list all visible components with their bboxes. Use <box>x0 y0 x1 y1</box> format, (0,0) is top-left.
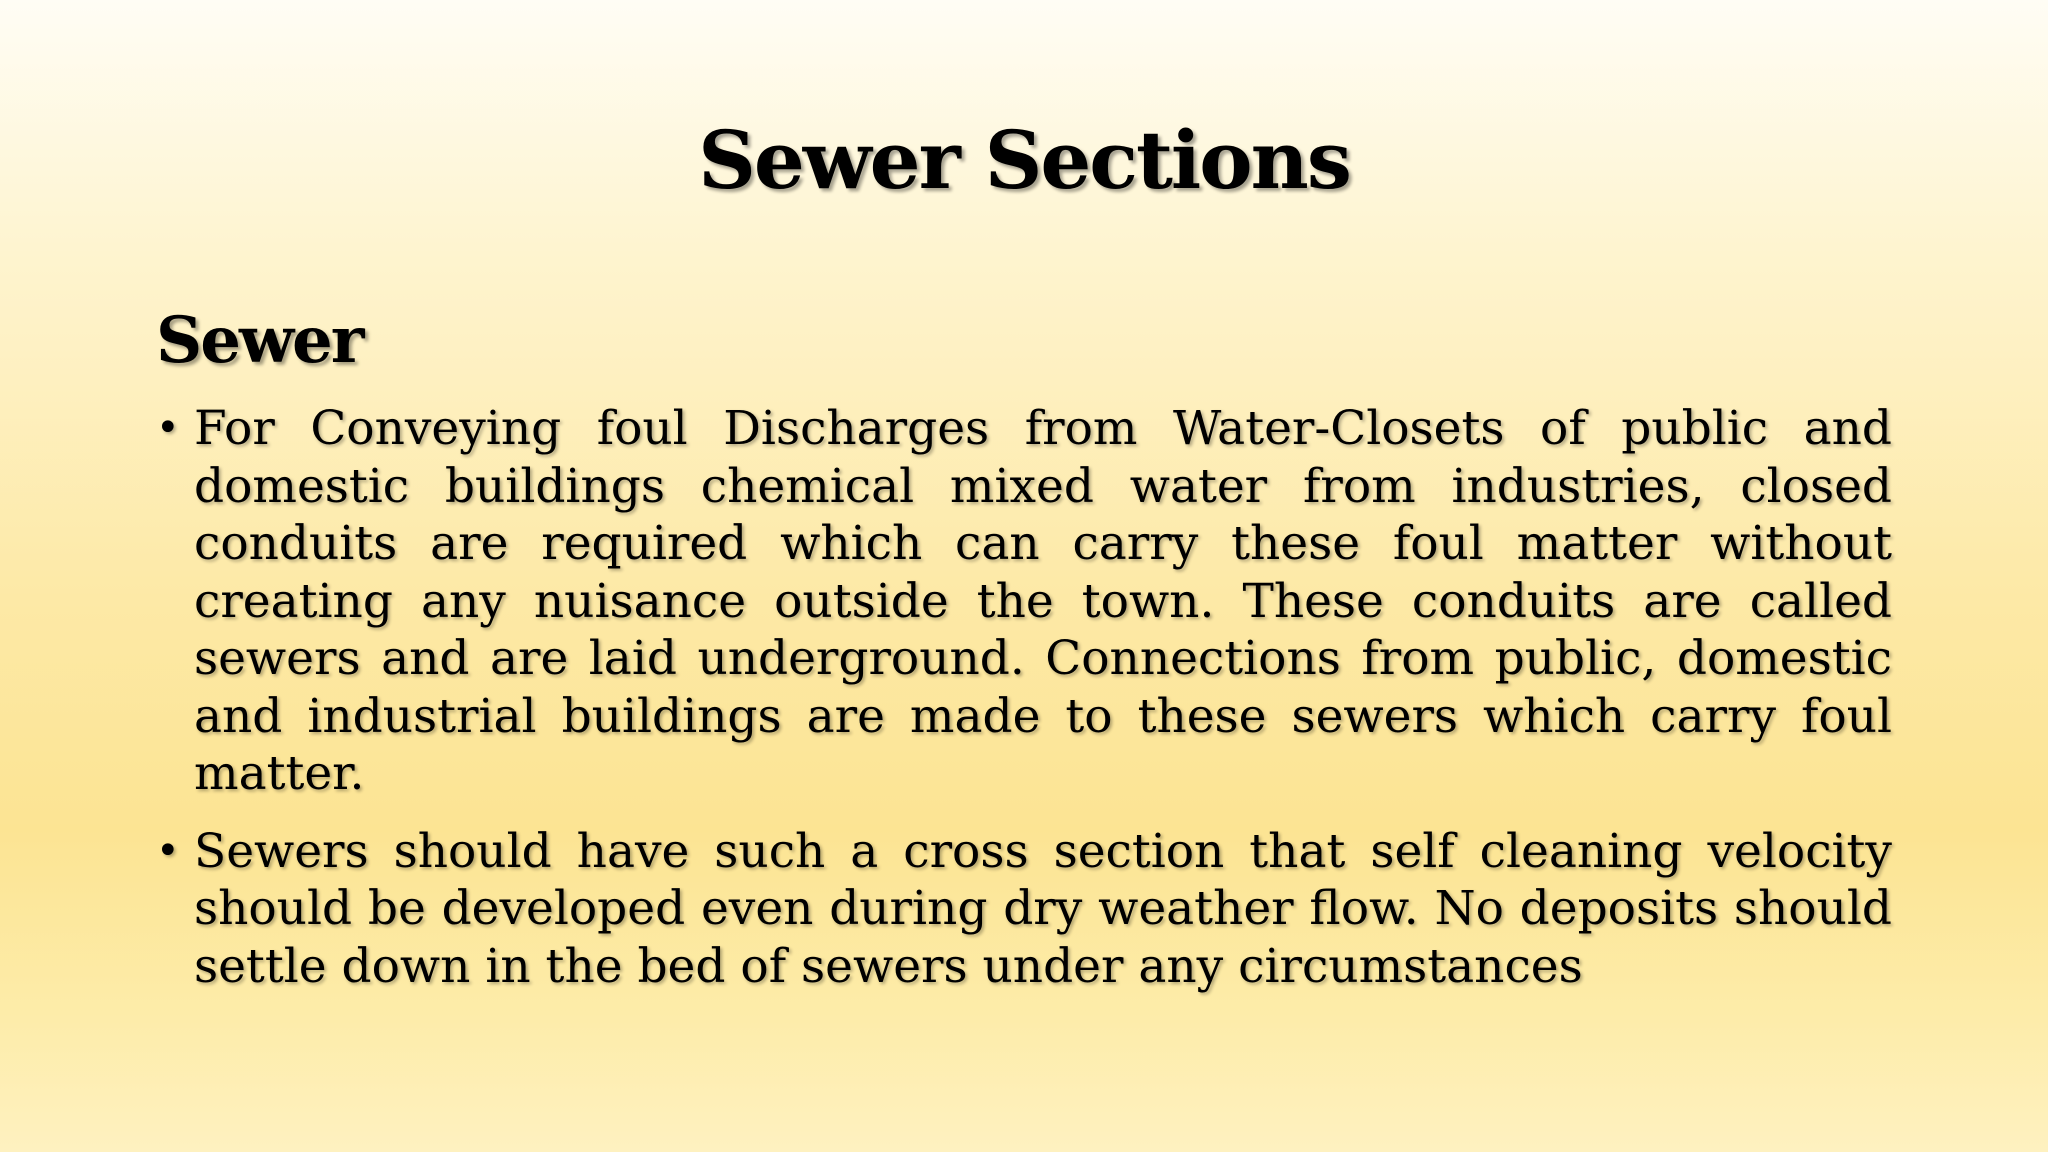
bullet-text: For Conveying foul Discharges from Water-Closets of public and domestic buildings chemical mixed water from industries, closed conduits are required which can carry these foul matter without creating any nuisance outside the town. These conduits are called sewers and are laid underground. Connections from public, domestic and industrial buildings are made to these sewers which carry foul matter. <box>194 401 1892 801</box>
bullet-item <box>156 400 1892 803</box>
bullet-icon: • <box>156 827 180 874</box>
bullet-text: Sewers should have such a cross section that self cleaning velocity should be developed even during dry weather flow. No deposits should settle down in the bed of sewers under any circumstances <box>194 823 1892 994</box>
bullet-list <box>156 400 1892 1015</box>
section-heading: Sewer <box>156 303 363 378</box>
bullet-item <box>156 823 1892 996</box>
slide-title: Sewer Sections <box>698 113 1350 207</box>
bullet-icon: • <box>156 405 180 451</box>
